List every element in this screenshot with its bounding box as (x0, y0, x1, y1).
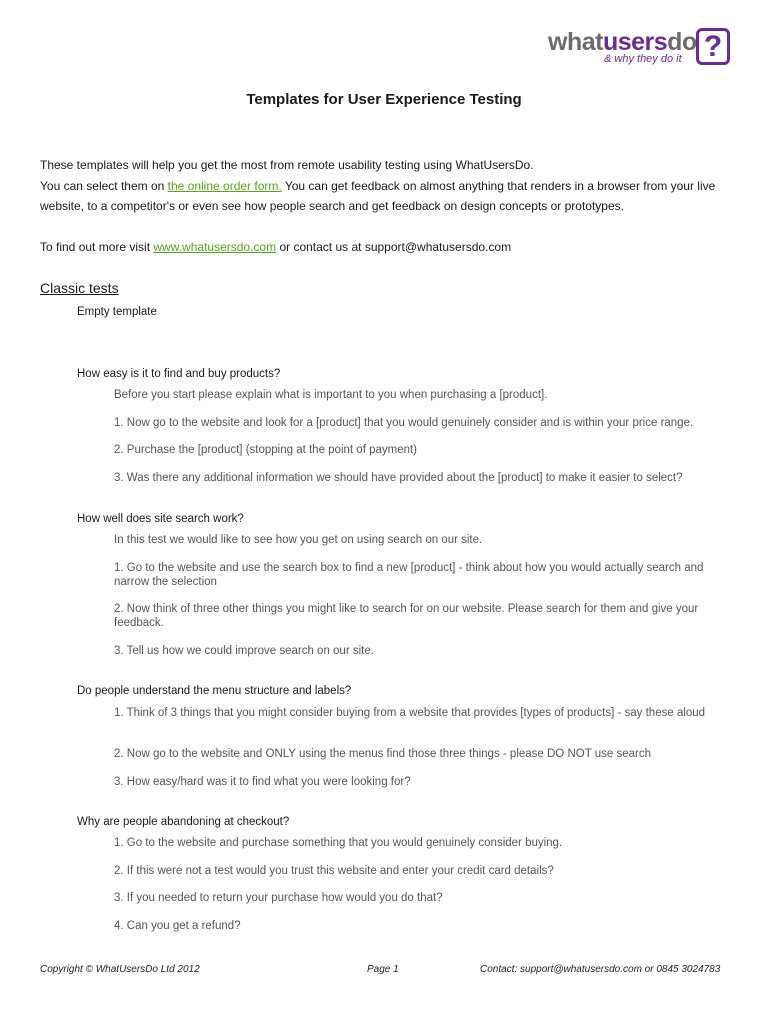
intro-line-3: website, to a competitor's or even see how people search and get feedback on design concepts or prototypes. (40, 199, 624, 213)
footer-page-number: Page 1 (367, 964, 399, 975)
intro-line-4: To find out more visit www.whatusersdo.com or contact us at support@whatusersdo.com (40, 240, 512, 254)
logo-wordmark: whatusersdo (548, 28, 697, 56)
template-step: 3. Tell us how we could improve search on our site. (114, 645, 374, 657)
intro-line-1: These templates will help you get the most from remote usability testing using WhatUsersDo. (40, 158, 534, 172)
empty-template: Empty template (77, 306, 157, 318)
intro-line-2: You can select them on the online order form. You can get feedback on almost anything that renders in a browser from your live (40, 179, 716, 193)
template-question: Why are people abandoning at checkout? (77, 816, 290, 828)
template-question: Do people understand the menu structure and labels? (77, 685, 352, 697)
template-step: 2. Purchase the [product] (stopping at the point of payment) (114, 444, 418, 456)
order-form-link[interactable]: the online order form. (167, 179, 282, 193)
footer-contact: Contact: support@whatusersdo.com or 0845 3024783 (480, 964, 721, 975)
template-step: 1. Think of 3 things that you might consider buying from a website that provides [types of products] - say these aloud (114, 707, 706, 719)
website-link[interactable]: www.whatusersdo.com (153, 240, 277, 254)
footer-copyright: Copyright © WhatUsersDo Ltd 2012 (40, 964, 200, 975)
document-title: Templates for User Experience Testing (246, 91, 522, 108)
template-step: In this test we would like to see how you get on using search on our site. (114, 534, 483, 546)
template-step: 1. Now go to the website and look for a [product] that you would genuinely consider and is within your price range. (114, 417, 694, 429)
template-step: 2. Now go to the website and ONLY using the menus find those three things - please DO NOT use search (114, 748, 651, 760)
logo (548, 28, 734, 72)
question-mark-icon: ? (696, 28, 730, 65)
template-step: 2. Now think of three other things you might like to search for on our website. Please search for them and give your feedback. (114, 603, 699, 629)
template-question: How well does site search work? (77, 513, 244, 525)
logo-tagline: & why they do it (604, 53, 682, 65)
template-step: Before you start please explain what is important to you when purchasing a [product]. (114, 389, 548, 401)
template-step: 1. Go to the website and purchase something that you would genuinely consider buying. (114, 837, 563, 849)
template-step: 3. If you needed to return your purchase how would you do that? (114, 892, 443, 904)
template-step: 4. Can you get a refund? (114, 920, 241, 932)
template-question: How easy is it to find and buy products? (77, 368, 281, 380)
template-step: 3. Was there any additional information we should have provided about the [product] to make it easier to select? (114, 472, 683, 484)
template-step: 2. If this were not a test would you trust this website and enter your credit card details? (114, 865, 554, 877)
section-heading: Classic tests (40, 280, 119, 296)
template-step: 1. Go to the website and use the search box to find a new [product] - think about how you would actually search and narrow the selection (114, 562, 704, 588)
template-step: 3. How easy/hard was it to find what you were looking for? (114, 776, 411, 788)
